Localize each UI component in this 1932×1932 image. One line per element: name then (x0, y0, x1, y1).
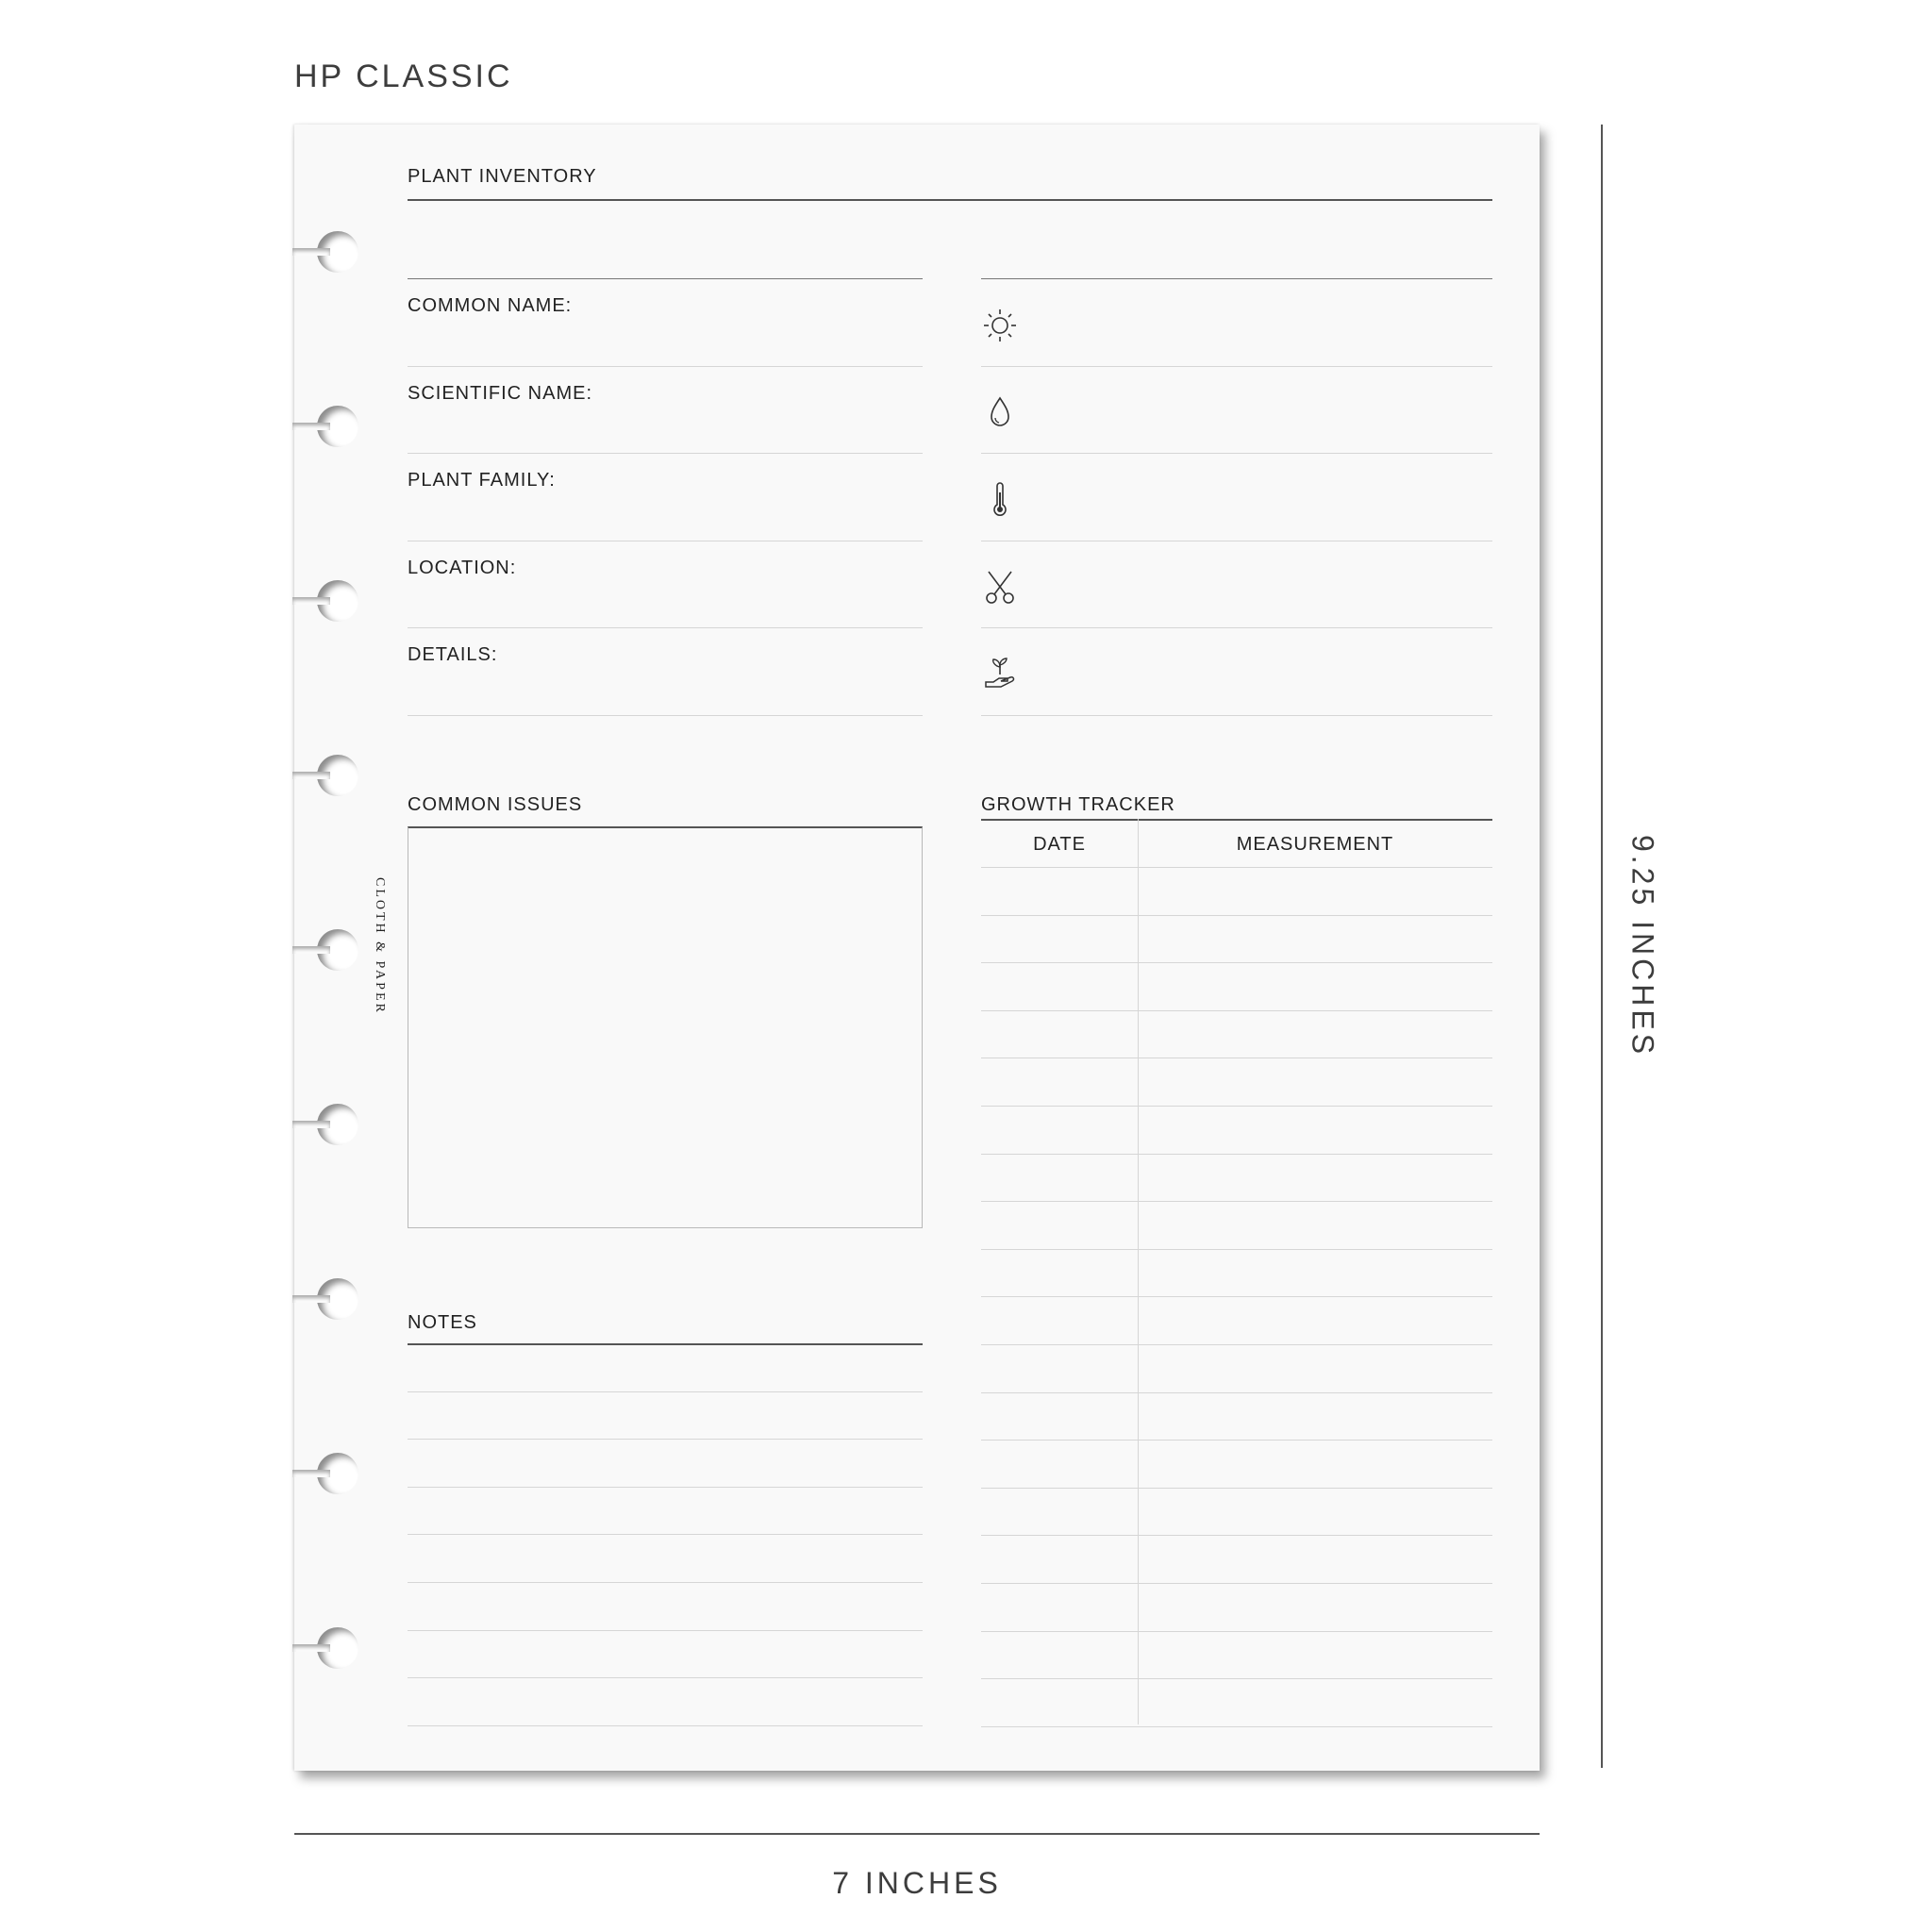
title-rule (408, 199, 1492, 201)
tracker-row-line[interactable] (981, 1010, 1492, 1011)
tracker-row-line[interactable] (981, 1296, 1492, 1297)
tracker-row-line[interactable] (981, 867, 1492, 868)
care-line[interactable] (981, 366, 1492, 367)
growth-tracker-title: GROWTH TRACKER (981, 794, 1175, 815)
field-label: DETAILS: (408, 644, 498, 665)
field-label: COMMON NAME: (408, 295, 573, 316)
brand-mark: CLOTH & PAPER (373, 877, 387, 1015)
tracker-row-line[interactable] (981, 1249, 1492, 1250)
height-dimension-line (1601, 125, 1603, 1768)
disc-slot (292, 1644, 330, 1652)
care-line[interactable] (981, 715, 1492, 716)
tracker-row-line[interactable] (981, 1106, 1492, 1107)
width-dimension-label: 7 INCHES (832, 1866, 1002, 1900)
tracker-row-line[interactable] (981, 1488, 1492, 1489)
water-drop-icon (981, 393, 1019, 431)
column-measurement: MEASUREMENT (1236, 834, 1394, 855)
seedling-hand-icon (981, 656, 1019, 693)
thermometer-icon (981, 481, 1019, 519)
notes-line[interactable] (408, 1677, 923, 1678)
notes-line[interactable] (408, 1630, 923, 1631)
care-top-rule (981, 278, 1492, 279)
field-line[interactable] (408, 366, 923, 367)
column-divider (1138, 819, 1139, 1724)
column-date: DATE (1033, 834, 1086, 855)
disc-slot (292, 423, 330, 430)
page-title: PLANT INVENTORY (408, 166, 597, 187)
disc-slot (292, 772, 330, 779)
size-title: HP CLASSIC (294, 58, 513, 94)
tracker-row-line[interactable] (981, 1678, 1492, 1679)
disc-slot (292, 1295, 330, 1303)
common-issues-box[interactable] (408, 826, 923, 1228)
fields-top-rule (408, 278, 923, 279)
growth-tracker-rule (981, 819, 1492, 821)
disc-slot (292, 597, 330, 605)
care-line[interactable] (981, 627, 1492, 628)
care-line[interactable] (981, 453, 1492, 454)
tracker-row-line[interactable] (981, 962, 1492, 963)
scissors-icon (981, 568, 1019, 606)
tracker-row-line[interactable] (981, 1631, 1492, 1632)
tracker-row-line[interactable] (981, 1535, 1492, 1536)
notes-title-rule (408, 1343, 923, 1345)
width-dimension-line (294, 1833, 1540, 1835)
notes-line[interactable] (408, 1487, 923, 1488)
disc-slot (292, 946, 330, 954)
tracker-row-line[interactable] (981, 1201, 1492, 1202)
field-label: PLANT FAMILY: (408, 470, 556, 491)
field-line[interactable] (408, 715, 923, 716)
sun-icon (981, 307, 1019, 344)
tracker-row-line[interactable] (981, 1583, 1492, 1584)
disc-slot (292, 1121, 330, 1128)
notes-line[interactable] (408, 1439, 923, 1440)
disc-slot (292, 248, 330, 256)
field-label: SCIENTIFIC NAME: (408, 382, 593, 404)
tracker-row-line[interactable] (981, 1440, 1492, 1441)
height-dimension-label: 9.25 INCHES (1625, 834, 1660, 1058)
tracker-row-line[interactable] (981, 1344, 1492, 1345)
notes-title: NOTES (408, 1312, 477, 1333)
field-line[interactable] (408, 453, 923, 454)
notes-line[interactable] (408, 1582, 923, 1583)
tracker-row-line[interactable] (981, 1392, 1492, 1393)
notes-line[interactable] (408, 1534, 923, 1535)
tracker-row-line[interactable] (981, 915, 1492, 916)
tracker-row-line[interactable] (981, 1726, 1492, 1727)
notes-line[interactable] (408, 1391, 923, 1392)
disc-slot (292, 1470, 330, 1477)
field-line[interactable] (408, 627, 923, 628)
field-label: LOCATION: (408, 557, 517, 578)
common-issues-title: COMMON ISSUES (408, 794, 583, 815)
tracker-row-line[interactable] (981, 1154, 1492, 1155)
notes-line[interactable] (408, 1725, 923, 1726)
